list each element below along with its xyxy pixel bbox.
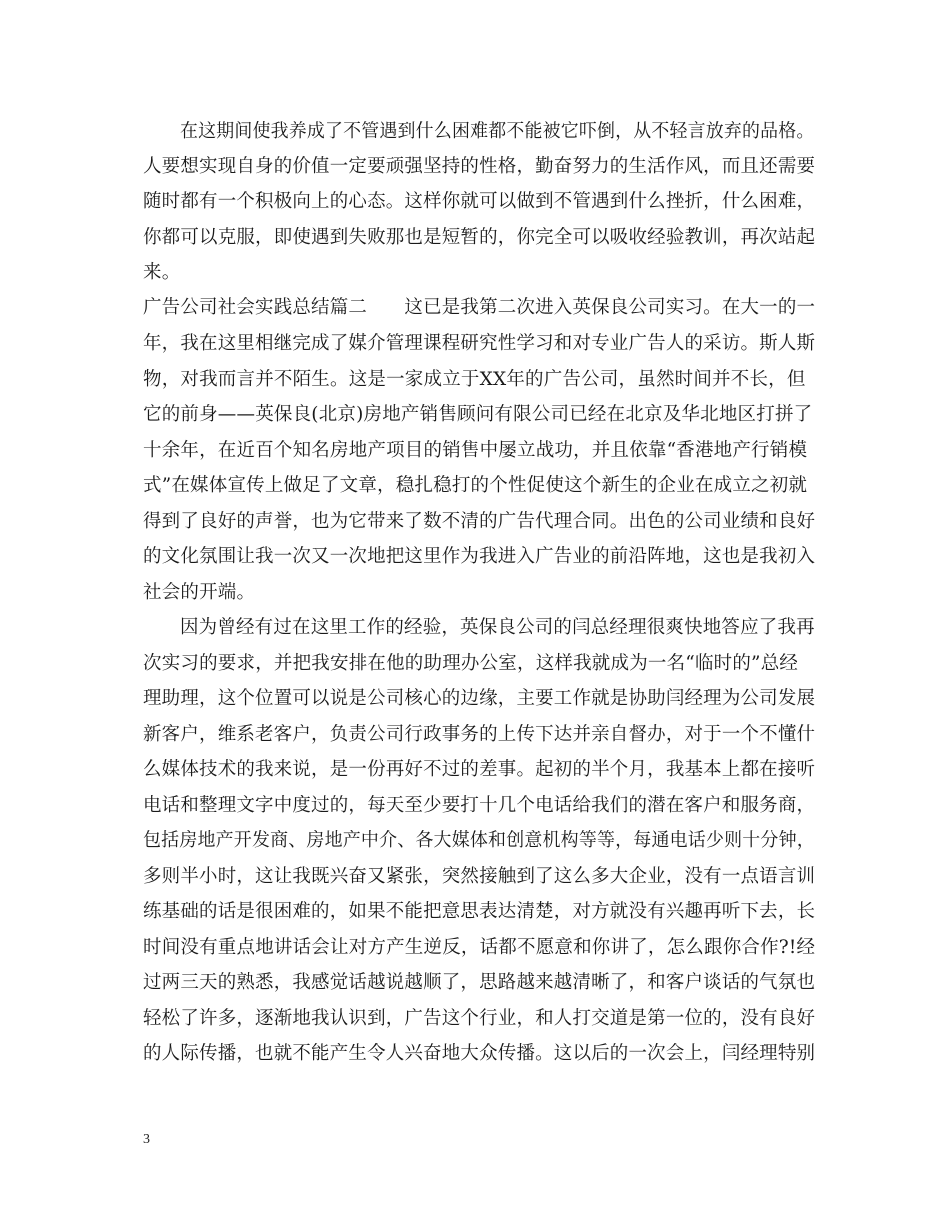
text-line: 次实习的要求，并把我安排在他的助理办公室，这样我就成为一名“临时的”总经 xyxy=(143,653,799,674)
text-line: 来。 xyxy=(143,262,181,283)
text-line: 得到了良好的声誉，也为它带来了数不清的广告代理合同。出色的公司业绩和良好 xyxy=(143,511,816,532)
text-line: 的文化氛围让我一次又一次地把这里作为我进入广告业的前沿阵地，这也是我初入 xyxy=(143,546,816,567)
text-line: 十余年，在近百个知名房地产项目的销售中屡立战功，并且依靠“香港地产行销模 xyxy=(143,440,808,461)
text-line: 多则半小时，这让我既兴奋又紧张，突然接触到了这么多大企业，没有一点语言训 xyxy=(143,866,816,887)
text-line: 新客户，维系老客户，负责公司行政事务的上传下达并亲自督办，对于一个不懂什 xyxy=(143,724,816,745)
text-line: 轻松了许多，逐渐地我认识到，广告这个行业，和人打交道是第一位的，没有良好 xyxy=(143,1008,816,1029)
text-line: 因为曾经有过在这里工作的经验，英保良公司的闫总经理很爽快地答应了我再 xyxy=(180,617,815,638)
text-line: 么媒体技术的我来说，是一份再好不过的差事。起初的半个月，我基本上都在接听 xyxy=(143,759,816,780)
page-number: 3 xyxy=(143,1132,150,1147)
text-line: 包括房地产开发商、房地产中介、各大媒体和创意机构等等，每通电话少则十分钟， xyxy=(143,830,815,851)
text-line: 电话和整理文字中度过的，每天至少要打十几个电话给我们的潜在客户和服务商， xyxy=(143,795,816,816)
text-line: 随时都有一个积极向上的心态。这样你就可以做到不管遇到什么挫折，什么困难， xyxy=(143,191,816,212)
text-line: 在这期间使我养成了不管遇到什么困难都不能被它吓倒，从不轻言放弃的品格。 xyxy=(180,121,815,142)
text-line: 年，我在这里相继完成了媒介管理课程研究性学习和对专业广告人的采访。斯人斯 xyxy=(143,333,816,354)
text-line: 它的前身——英保良(北京)房地产销售顾问有限公司已经在北京及华北地区打拼了 xyxy=(143,404,813,425)
text-line: 物，对我而言并不陌生。这是一家成立于XX年的广告公司，虽然时间并不长，但 xyxy=(143,369,806,390)
text-line: 练基础的话是很困难的，如果不能把意思表达清楚，对方就没有兴趣再听下去，长 xyxy=(143,901,816,922)
text-line: 你都可以克服，即使遇到失败那也是短暂的，你完全可以吸收经验教训，再次站起 xyxy=(143,227,816,248)
section-heading-line: 广告公司社会实践总结篇二 这已是我第二次进入英保良公司实习。在大一的一 xyxy=(143,297,816,318)
text-line: 时间没有重点地讲话会让对方产生逆反，话都不愿意和你讲了，怎么跟你合作?!经 xyxy=(143,937,816,958)
text-line: 理助理，这个位置可以说是公司核心的边缘，主要工作就是协助闫经理为公司发展 xyxy=(143,688,816,709)
text-line: 人要想实现自身的价值一定要顽强坚持的性格，勤奋努力的生活作风，而且还需要 xyxy=(143,156,816,177)
text-line: 的人际传播，也就不能产生令人兴奋地大众传播。这以后的一次会上，闫经理特别 xyxy=(143,1043,816,1064)
text-line: 社会的开端。 xyxy=(143,582,256,603)
text-line: 式”在媒体宣传上做足了文章，稳扎稳打的个性促使这个新生的企业在成立之初就 xyxy=(143,475,808,496)
text-line: 过两三天的熟悉，我感觉话越说越顺了，思路越来越清晰了，和客户谈话的气氛也 xyxy=(143,972,816,993)
